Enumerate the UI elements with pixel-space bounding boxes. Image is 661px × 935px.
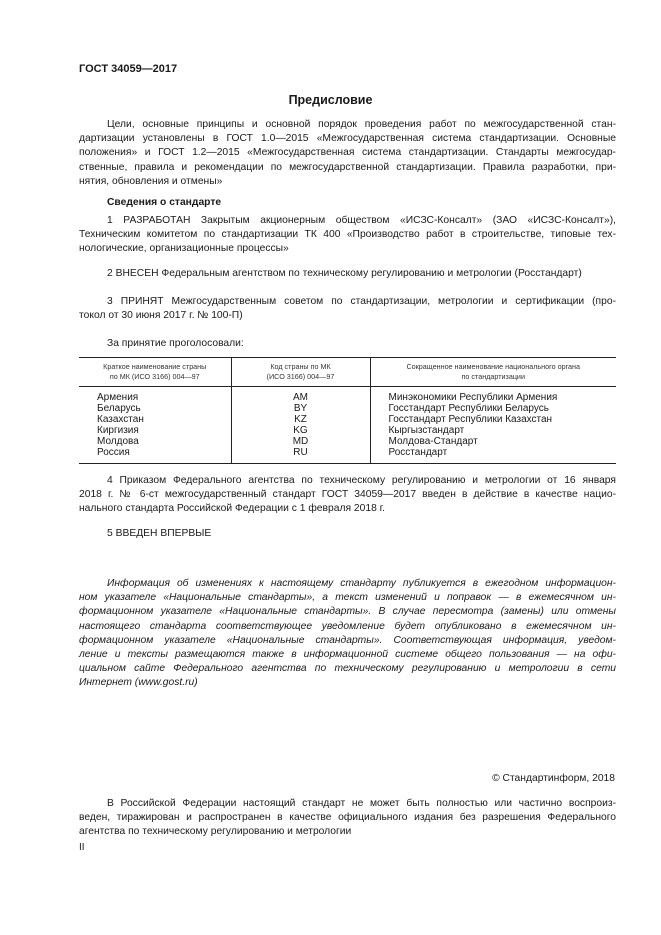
reproduction-notice-line: агентства по техническому регулированию и метрологии xyxy=(79,826,352,838)
column-header-national-body: Сокращенное наименование национального органа по стандартизации xyxy=(370,358,616,387)
national-body-cell: Госстандарт Республики Беларусь xyxy=(370,403,616,414)
reproduction-notice-line: В Российской Федерации настоящий стандарт не может быть полностью или частично воспроиз- xyxy=(107,798,616,809)
item-1-paragraph xyxy=(79,214,616,257)
country-cell: Россия xyxy=(97,447,130,458)
information-note-line: Информация об изменениях к настоящему стандарту публикуется в ежегодном информацион- xyxy=(107,578,616,589)
national-body-cell: Минэкономики Республики Армения xyxy=(370,387,616,404)
reproduction-notice xyxy=(79,797,616,840)
voted-label: За принятие проголосовали: xyxy=(107,338,244,349)
page-number: II xyxy=(79,842,85,853)
intro-line: нятия, обновления и отмены» xyxy=(79,175,223,187)
code-cell: KZ xyxy=(231,414,370,425)
item-3-line: токол от 30 июня 2017 г. № 100-П) xyxy=(79,310,243,322)
reproduction-notice-line: веден, тиражирован и распространен в качестве официального издания без разрешения Федерального xyxy=(79,812,616,824)
item-2-paragraph xyxy=(79,267,616,281)
code-cell: BY xyxy=(231,403,370,414)
table-row xyxy=(79,436,616,447)
national-body-cell: Госстандарт Республики Казахстан xyxy=(370,414,616,425)
national-body-cell: Кыргызстандарт xyxy=(370,425,616,436)
item-1-line: 1 РАЗРАБОТАН Закрытым акционерным обществом «ИСЗС-Консалт» (ЗАО «ИСЗС-Консалт»), xyxy=(107,215,616,226)
code-cell: AM xyxy=(231,387,370,404)
table-header-row xyxy=(79,358,616,387)
intro-line: дартизации установлены в ГОСТ 1.0—2015 «Межгосударственная система стандартизации. Основные xyxy=(79,133,616,145)
item-2-line: 2 ВНЕСЕН Федеральным агентством по техническому регулированию и метрологии (Росстандарт) xyxy=(107,268,582,279)
item-1-line: Техническим комитетом по стандартизации ТК 400 «Производство работ в строительстве, типовые тех- xyxy=(79,229,616,241)
item-3-line: 3 ПРИНЯТ Межгосударственным советом по стандартизации, метрологии и сертификации (про- xyxy=(107,296,616,307)
information-note-line: ном указателе «Национальные стандарты», а текст изменений и поправок — в ежемесячном ин- xyxy=(79,592,616,604)
item-4-line: 2018 г. № 6-ст межгосударственный стандарт ГОСТ 34059—2017 введен в действие в качестве нацио- xyxy=(79,489,616,501)
information-note-line: ление и тексты размещаются также в информационной системе общего пользования — на офи- xyxy=(79,649,616,661)
code-cell: RU xyxy=(231,447,370,464)
intro-line: ственные, правила и рекомендации по межгосударственной стандартизации. Правила разработки, при- xyxy=(79,161,616,173)
table-row xyxy=(79,447,616,464)
information-note-line: Интернет (www.gost.ru) xyxy=(79,677,198,689)
column-header-code: Код страны по МК (ИСО 3166) 004—97 xyxy=(231,358,370,387)
page-title: Предисловие xyxy=(288,93,373,107)
information-note xyxy=(79,577,616,691)
item-3-paragraph xyxy=(79,295,616,323)
information-note-line: настоящего стандарта соответствующее уведомление будет опубликовано в ежемесячном ин- xyxy=(79,620,616,632)
copyright-notice: © Стандартинформ, 2018 xyxy=(492,773,615,784)
country-cell: Киргизия xyxy=(97,425,139,436)
voting-table xyxy=(79,357,616,464)
item-4-paragraph xyxy=(79,474,616,517)
intro-paragraph xyxy=(79,118,616,189)
country-cell: Армения xyxy=(97,392,139,403)
information-note-line: формационном указателе «Национальные стандарты». Соответствующая информация, уведом- xyxy=(79,634,616,646)
national-body-cell: Молдова-Стандарт xyxy=(370,436,616,447)
table-row xyxy=(79,425,616,436)
table-row xyxy=(79,403,616,414)
country-cell: Беларусь xyxy=(97,403,141,414)
national-body-cell: Росстандарт xyxy=(370,447,616,464)
item-5-paragraph xyxy=(79,527,616,541)
column-header-country: Краткое наименование страны по МК (ИСО 3166) 004—97 xyxy=(79,358,231,387)
intro-line: Цели, основные принципы и основной порядок проведения работ по межгосударственной стан- xyxy=(107,119,616,130)
intro-line: положения» и ГОСТ 1.2—2015 «Межгосударственная система стандартизации. Стандарты межгосудар- xyxy=(79,147,616,159)
country-cell: Молдова xyxy=(97,436,139,447)
item-4-line: 4 Приказом Федерального агентства по техническому регулированию и метрологии от 16 января xyxy=(107,475,616,486)
table-row xyxy=(79,414,616,425)
code-cell: MD xyxy=(231,436,370,447)
information-note-line: формационном указателе «Национальные стандарты». В случае пересмотра (замены) или отмены xyxy=(79,606,616,618)
item-4-line: нального стандарта Российской Федерации с 1 февраля 2018 г. xyxy=(79,503,386,515)
code-cell: KG xyxy=(231,425,370,436)
item-1-line: нологические, организационные процессы» xyxy=(79,243,289,255)
country-cell: Казахстан xyxy=(97,414,144,425)
information-note-line: циальном сайте Федерального агентства по техническому регулированию и метрологии в сети xyxy=(79,663,616,675)
table-row xyxy=(79,387,616,404)
about-standard-heading: Сведения о стандарте xyxy=(107,197,222,208)
document-code: ГОСТ 34059—2017 xyxy=(79,63,178,75)
item-5-line: 5 ВВЕДЕН ВПЕРВЫЕ xyxy=(107,528,212,539)
